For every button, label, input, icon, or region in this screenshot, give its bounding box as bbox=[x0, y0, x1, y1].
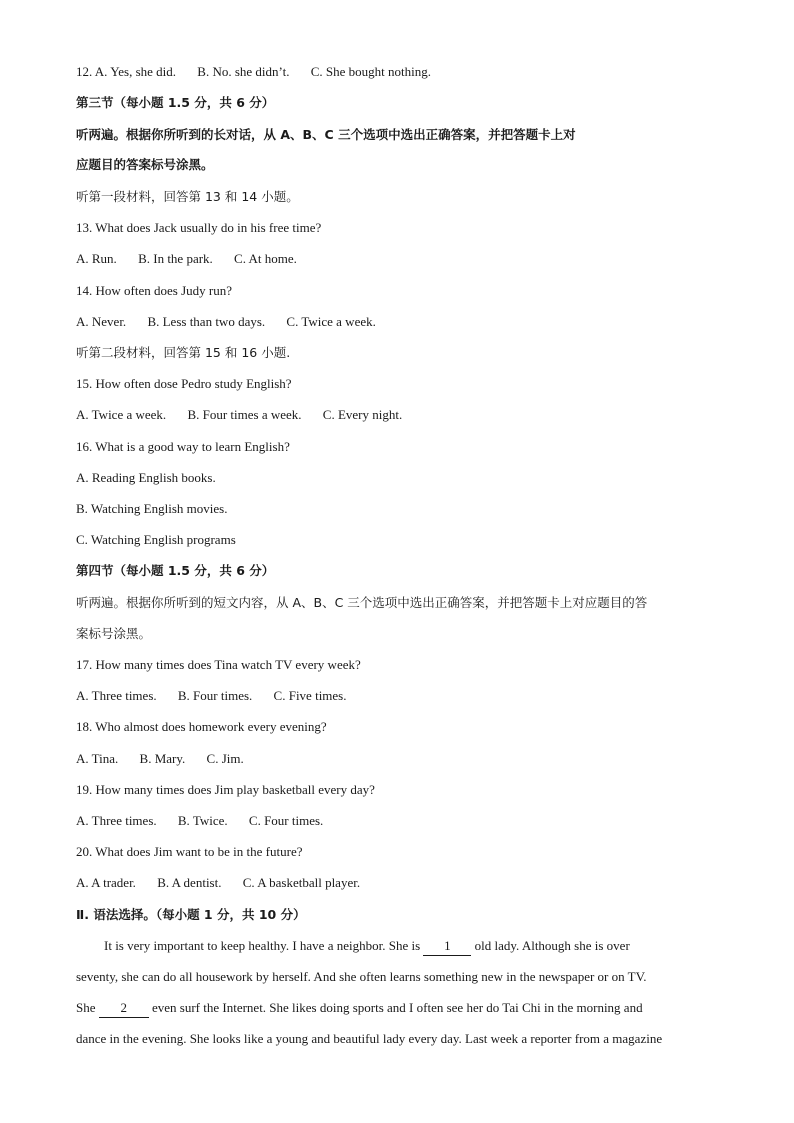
q16-option-a: A. Reading English books. bbox=[76, 470, 216, 485]
q14-option-c: C. Twice a week. bbox=[286, 314, 376, 329]
q13-option-b: B. In the park. bbox=[138, 251, 213, 266]
question-19-stem: 19. How many times does Jim play basketball every day? bbox=[76, 782, 375, 797]
section-3-instruction-line2: 应题目的答案标号涂黑。 bbox=[76, 157, 214, 172]
q19-option-c: C. Four times. bbox=[248, 813, 324, 828]
passage-line-1-text-b: old lady. Although she is over bbox=[474, 938, 630, 953]
q12-option-a: 12. A. Yes, she did. bbox=[76, 64, 177, 79]
q14-option-a: A. Never. bbox=[76, 314, 127, 329]
q16-option-b: B. Watching English movies. bbox=[76, 501, 228, 516]
question-18-stem: 18. Who almost does homework every evening? bbox=[76, 719, 327, 734]
q17-option-b: B. Four times. bbox=[177, 688, 253, 703]
question-13-options bbox=[76, 250, 315, 268]
section-4-instruction-line1: 听两遍。根据你所听到的短文内容，从 A、B、C 三个选项中选出正确答案，并把答题卡上对应题目的答 bbox=[76, 595, 648, 610]
question-14-stem: 14. How often does Judy run? bbox=[76, 283, 232, 298]
q18-option-c: C. Jim. bbox=[206, 751, 244, 766]
q15-option-a: A. Twice a week. bbox=[76, 407, 167, 422]
passage-line-4: dance in the evening. She looks like a young and beautiful lady every day. Last week a reporter from a magazine bbox=[76, 1031, 663, 1046]
q13-option-c: C. At home. bbox=[234, 251, 297, 266]
material-2-note: 听第二段材料，回答第 15 和 16 小题. bbox=[76, 345, 291, 360]
q13-option-a: A. Run. bbox=[76, 251, 117, 266]
section-3-title: 第三节（每小题 1.5 分，共 6 分） bbox=[76, 95, 275, 110]
q17-option-a: A. Three times. bbox=[76, 688, 157, 703]
passage-line-3-text-a: She bbox=[76, 1000, 96, 1015]
q20-option-b: B. A dentist. bbox=[157, 875, 222, 890]
question-14-options bbox=[76, 313, 394, 331]
material-1-note: 听第一段材料，回答第 13 和 14 小题。 bbox=[76, 189, 299, 204]
q12-option-c: C. She bought nothing. bbox=[310, 64, 432, 79]
q12-option-b: B. No. she didn’t. bbox=[197, 64, 290, 79]
question-17-stem: 17. How many times does Tina watch TV every week? bbox=[76, 657, 361, 672]
question-19-options bbox=[76, 812, 341, 830]
passage-line-1-text-a: It is very important to keep healthy. I have a neighbor. She is bbox=[104, 938, 421, 953]
q14-option-b: B. Less than two days. bbox=[147, 314, 266, 329]
passage-line-3 bbox=[76, 999, 643, 1018]
passage-line-3-text-b: even surf the Internet. She likes doing sports and I often see her do Tai Chi in the morning and bbox=[152, 1000, 643, 1015]
part-2-title: Ⅱ. 语法选择。（每小题 1 分，共 10 分） bbox=[76, 907, 306, 922]
blank-1: 1 bbox=[423, 937, 471, 956]
passage-line-1 bbox=[104, 937, 630, 956]
question-15-options bbox=[76, 406, 420, 424]
question-20-stem: 20. What does Jim want to be in the future? bbox=[76, 844, 303, 859]
q18-option-b: B. Mary. bbox=[139, 751, 186, 766]
q20-option-c: C. A basketball player. bbox=[242, 875, 361, 890]
passage-line-2: seventy, she can do all housework by herself. And she often learns something new in the newspaper or on TV. bbox=[76, 969, 647, 984]
section-4-title: 第四节（每小题 1.5 分，共 6 分） bbox=[76, 563, 275, 578]
q16-option-c: C. Watching English programs bbox=[76, 532, 236, 547]
question-12-options bbox=[76, 63, 449, 81]
question-17-options bbox=[76, 687, 365, 705]
question-20-options bbox=[76, 874, 378, 892]
q20-option-a: A. A trader. bbox=[76, 875, 136, 890]
q15-option-b: B. Four times a week. bbox=[187, 407, 302, 422]
blank-2: 2 bbox=[99, 999, 149, 1018]
q15-option-c: C. Every night. bbox=[322, 407, 403, 422]
q19-option-b: B. Twice. bbox=[177, 813, 228, 828]
q17-option-c: C. Five times. bbox=[273, 688, 347, 703]
question-16-stem: 16. What is a good way to learn English? bbox=[76, 439, 290, 454]
question-13-stem: 13. What does Jack usually do in his free time? bbox=[76, 220, 322, 235]
question-15-stem: 15. How often dose Pedro study English? bbox=[76, 376, 292, 391]
section-4-instruction-line2: 案标号涂黑。 bbox=[76, 626, 152, 641]
section-3-instruction-line1: 听两遍。根据你所听到的长对话，从 A、B、C 三个选项中选出正确答案，并把答题卡上对 bbox=[76, 127, 576, 142]
question-18-options bbox=[76, 750, 262, 768]
q19-option-a: A. Three times. bbox=[76, 813, 157, 828]
q18-option-a: A. Tina. bbox=[76, 751, 119, 766]
